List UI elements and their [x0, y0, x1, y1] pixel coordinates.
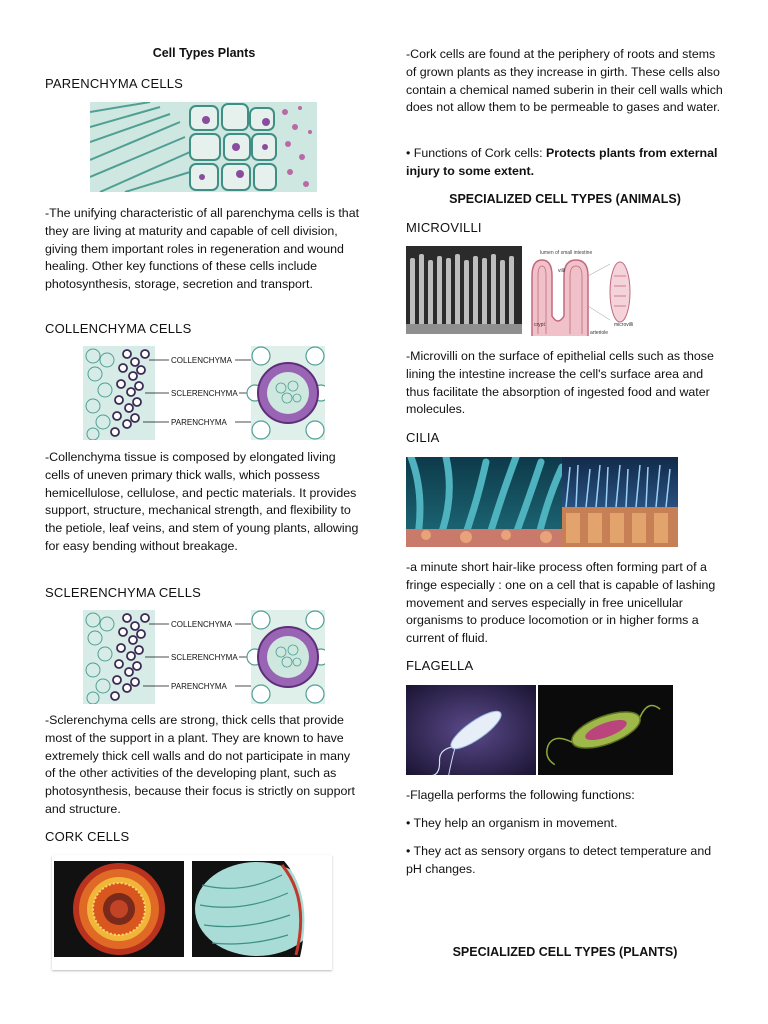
collenchyma-diagram — [83, 346, 325, 440]
flagella-intro: -Flagella performs the following functions: — [406, 788, 635, 802]
cork-cells-images — [52, 855, 332, 970]
cork-text: -Cork cells are found at the periphery of roots and stems of grown plants as they increase in girth. These cells also contain a chemical named suberin in their cell walls which does not allow them to be permeable to gases and water. — [406, 47, 723, 115]
parenchyma-micrograph — [90, 102, 317, 192]
microvilli-heading: MICROVILLI — [406, 220, 482, 235]
collenchyma-label-2: SCLERENCHYMA — [171, 389, 238, 398]
sclerenchyma-diagram — [83, 610, 325, 704]
intestine-villi-diagram — [528, 246, 634, 338]
microvilli-label: microvilli — [614, 322, 634, 328]
cilia-heading: CILIA — [406, 430, 440, 445]
cilia-text: -a minute short hair-like process often forming part of a fringe especially : one on a cell that is capable of lashing movement and serves especially in free unicellular organisms to produce locomotion or in higher forms a current of fluid. — [406, 560, 716, 646]
parenchyma-text: -The unifying characteristic of all parenchyma cells is that they are living at maturity and capable of cell division, giving them important roles in regeneration and wound healing. Other key functions of these cells include photosynthesis, storage, secretion and transport. — [45, 206, 360, 292]
microvilli-text: -Microvilli on the surface of epithelial cells such as those lining the intestine increase the cell's surface area and thus facilitate the absorption of ingested food and water molecules. — [406, 349, 714, 417]
cork-heading: CORK CELLS — [45, 829, 130, 844]
cork-functions — [406, 145, 724, 181]
collenchyma-heading: COLLENCHYMA CELLS — [45, 321, 192, 336]
plants-section-title: SPECIALIZED CELL TYPES (PLANTS) — [452, 945, 678, 959]
sclerenchyma-label-3: PARENCHYMA — [171, 682, 227, 691]
sclerenchyma-heading: SCLERENCHYMA CELLS — [45, 585, 202, 600]
sclerenchyma-text: -Sclerenchyma cells are strong, thick cells that provide most of the support in a plant. They are known to have extremely thick cell walls and do not participate in many of the other activities of the developing plant, such as photosynthesis, because their focus is strictly on support and structure. — [45, 713, 355, 816]
microvilli-micrograph — [406, 246, 522, 334]
animals-section-title: SPECIALIZED CELL TYPES (ANIMALS) — [449, 192, 681, 206]
parenchyma-heading: PARENCHYMA CELLS — [45, 76, 184, 91]
villi-label: villi — [558, 268, 565, 274]
cork-functions-bold: Protects plants from external injury to some extent. — [406, 146, 718, 178]
collenchyma-label-1: COLLENCHYMA — [171, 356, 232, 365]
cork-functions-prefix: • Functions of Cork cells: — [406, 146, 546, 160]
collenchyma-text: -Collenchyma tissue is composed by elongated living cells of uneven primary thick walls, which possess hemicellulose, cellulose, and pectic materials. It provides support, structure, mechanical strength, and flexibility to the petiole, leaf veins, and stem of young plants, allowing for easy bending without breakage. — [45, 450, 359, 553]
sclerenchyma-label-1: COLLENCHYMA — [171, 620, 232, 629]
flagella-heading: FLAGELLA — [406, 658, 474, 673]
page-title: Cell Types Plants — [152, 46, 256, 60]
arteriole-label: arteriole — [590, 330, 609, 336]
collenchyma-label-3: PARENCHYMA — [171, 418, 227, 427]
flagella-point-2: • They act as sensory organs to detect temperature and pH changes. — [406, 844, 712, 876]
flagella-point-1: • They help an organism in movement. — [406, 816, 618, 830]
cilia-images — [406, 457, 678, 547]
flagella-images — [406, 685, 673, 775]
intestine-diagram-title: lumen of small intestine — [540, 250, 593, 256]
crypt-label: crypt — [534, 322, 545, 328]
sclerenchyma-label-2: SCLERENCHYMA — [171, 653, 238, 662]
